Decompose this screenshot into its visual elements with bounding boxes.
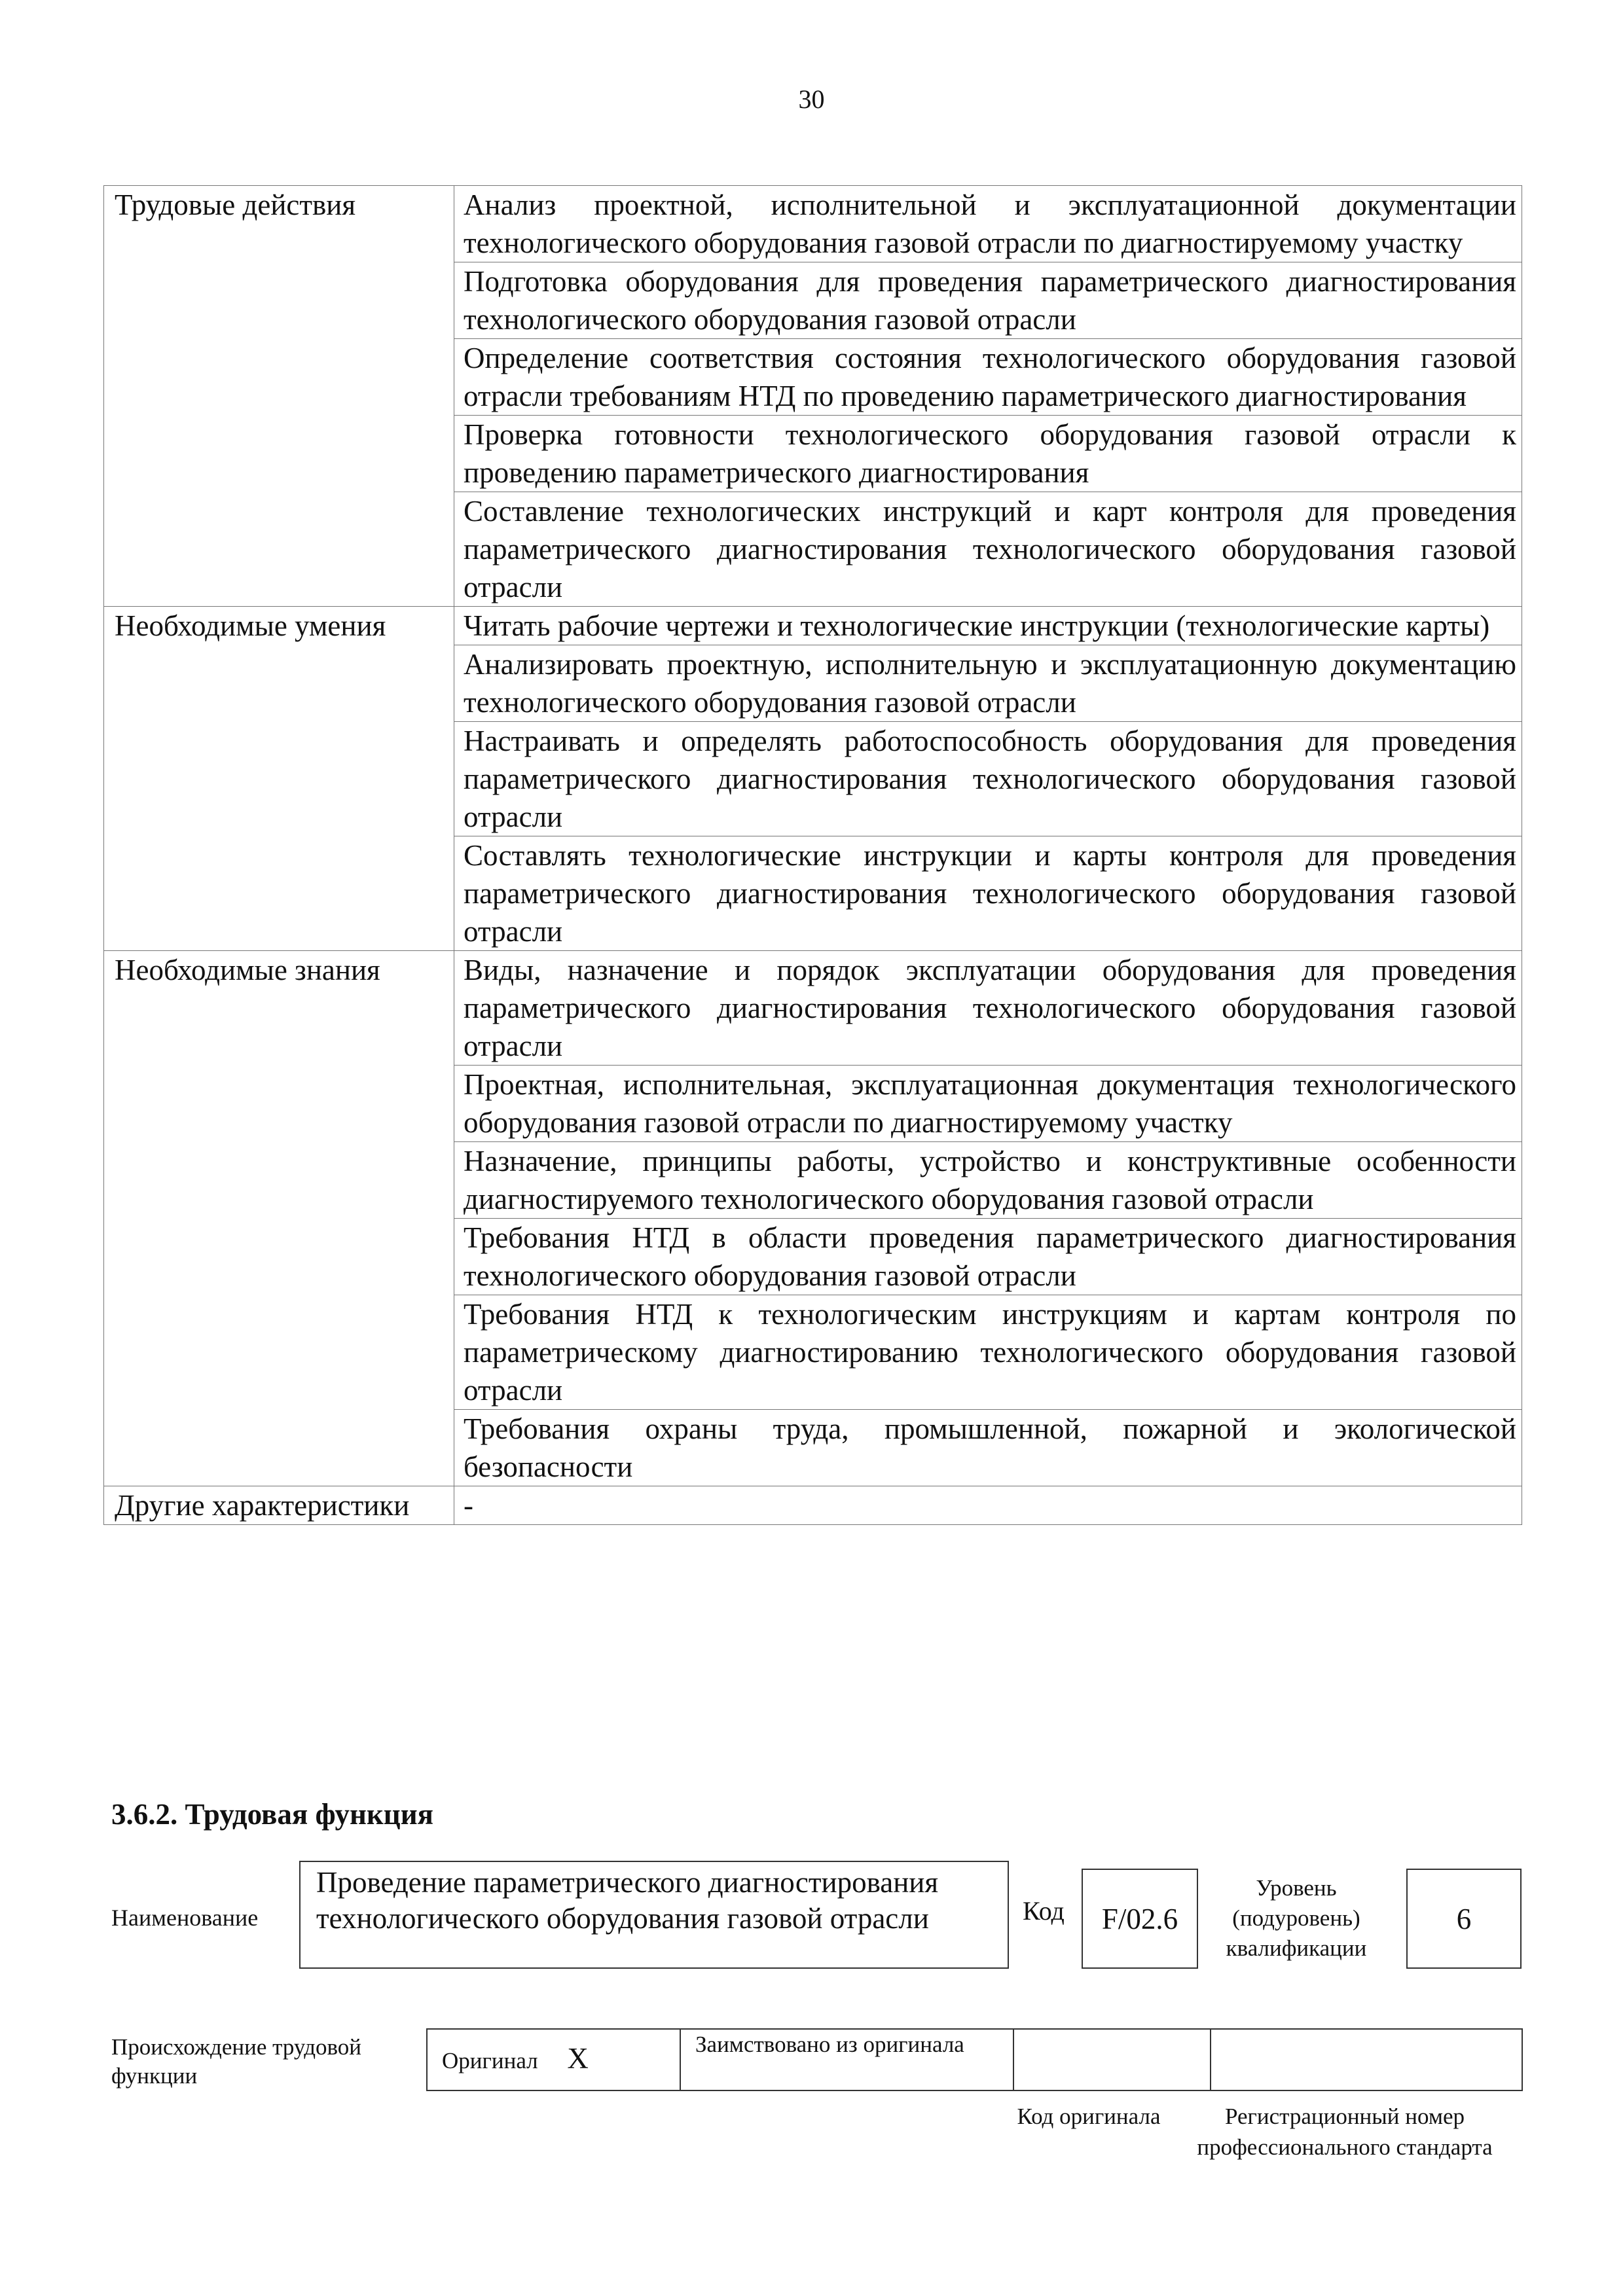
code-value-box: F/02.6	[1082, 1869, 1198, 1969]
original-cell	[427, 2029, 680, 2090]
origin-label: Происхождение трудовой функции	[111, 2034, 362, 2089]
table-row	[104, 951, 1522, 1066]
row-item: Читать рабочие чертежи и технологические инструкции (технологические карты)	[454, 607, 1522, 645]
original-label: Оригинал	[442, 2048, 538, 2073]
code-label: Код	[1023, 1896, 1065, 1926]
row-item: Анализировать проектную, исполнительную и эксплуатационную документацию технологического оборудования газовой отрасли	[454, 645, 1522, 722]
row-label: Необходимые знания	[104, 951, 454, 1486]
row-item: Составление технологических инструкций и карт контроля для проведения параметрического диагностирования технологического оборудования газовой отрасли	[454, 492, 1522, 607]
row-item: Определение соответствия состояния технологического оборудования газовой отрасли требованиям НТД по проведению параметрического диагностирования	[454, 339, 1522, 416]
table-row	[104, 607, 1522, 645]
row-item: Проектная, исполнительная, эксплуатационная документация технологического оборудования газовой отрасли по диагностируемому участку	[454, 1066, 1522, 1142]
labor-function-table	[103, 185, 1522, 1525]
original-code-caption: Код оригинала	[1017, 2104, 1161, 2129]
row-item: Подготовка оборудования для проведения параметрического диагностирования технологического оборудования газовой отрасли	[454, 262, 1522, 339]
row-label: Необходимые умения	[104, 607, 454, 951]
row-item: Анализ проектной, исполнительной и эксплуатационной документации технологического оборудования газовой отрасли по диагностируемому участку	[454, 186, 1522, 262]
section-title: 3.6.2. Трудовая функция	[111, 1798, 434, 1831]
borrowed-label: Заимствовано из оригинала	[695, 2032, 964, 2057]
level-value-box: 6	[1406, 1869, 1522, 1969]
table-row	[104, 186, 1522, 262]
function-name-box: Проведение параметрического диагностирования технологического оборудования газовой отрасли	[299, 1861, 1009, 1969]
row-item: Проверка готовности технологического оборудования газовой отрасли к проведению параметрического диагностирования	[454, 416, 1522, 492]
row-label: Трудовые действия	[104, 186, 454, 607]
level-label: Уровень (подуровень) квалификации	[1226, 1875, 1367, 1961]
row-item: Требования охраны труда, промышленной, пожарной и экологической безопасности	[454, 1410, 1522, 1486]
row-item: Назначение, принципы работы, устройство и конструктивные особенности диагностируемого технологического оборудования газовой отрасли	[454, 1142, 1522, 1219]
row-item: Составлять технологические инструкции и карты контроля для проведения параметрического диагностирования технологического оборудования газовой отрасли	[454, 836, 1522, 951]
original-code-cell	[1013, 2029, 1211, 2090]
row-item: Виды, назначение и порядок эксплуатации оборудования для проведения параметрического диагностирования технологического оборудования газовой отрасли	[454, 951, 1522, 1066]
page-number: 30	[798, 84, 825, 114]
original-mark: X	[567, 2042, 589, 2075]
origin-table	[426, 2028, 1523, 2091]
row-label: Другие характеристики	[104, 1486, 454, 1525]
registration-number-caption: Регистрационный номер профессионального стандарта	[1197, 2104, 1493, 2160]
registration-number-cell	[1211, 2029, 1522, 2090]
row-item: Требования НТД в области проведения параметрического диагностирования технологического оборудования газовой отрасли	[454, 1219, 1522, 1295]
table-row	[104, 1486, 1522, 1525]
name-label: Наименование	[111, 1905, 259, 1931]
borrowed-cell	[680, 2029, 1013, 2090]
row-item: Требования НТД к технологическим инструкциям и картам контроля по параметрическому диагностированию технологического оборудования газовой отрасли	[454, 1295, 1522, 1410]
row-item: -	[454, 1486, 1522, 1525]
row-item: Настраивать и определять работоспособность оборудования для проведения параметрического диагностирования технологического оборудования газовой отрасли	[454, 722, 1522, 836]
